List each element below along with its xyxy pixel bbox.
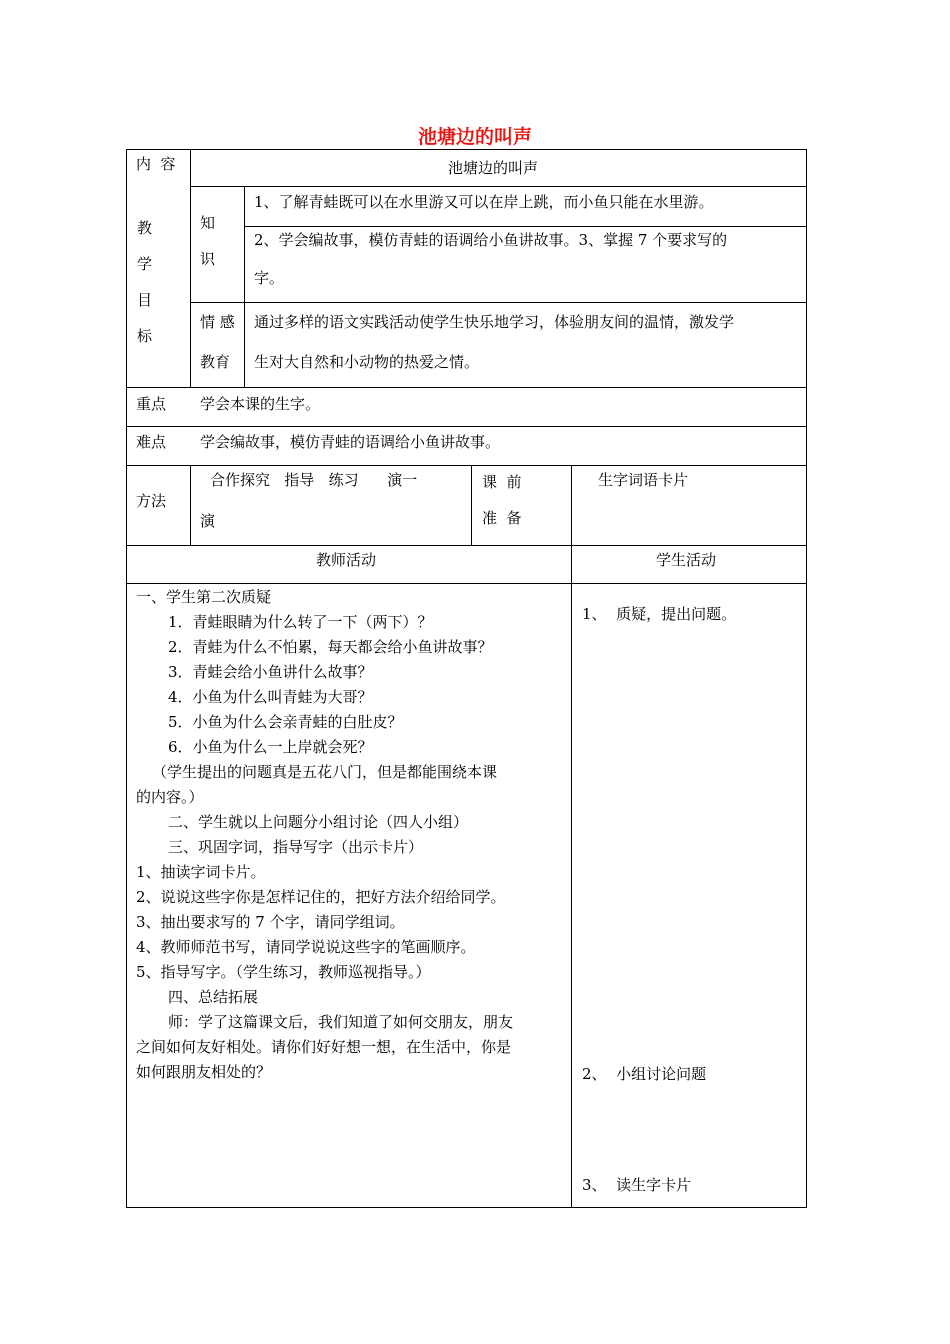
teacher-line: 3．青蛙会给小鱼讲什么故事？ — [168, 663, 373, 681]
table-rule — [244, 226, 807, 227]
teacher-line: 一、学生第二次质疑 — [136, 588, 272, 606]
difficulty-value: 学会编故事，模仿青蛙的语调给小鱼讲故事。 — [200, 433, 501, 451]
table-rule — [190, 186, 807, 187]
table-rule — [806, 149, 807, 1208]
difficulty-label: 难点 — [136, 433, 167, 451]
prep-value: 生字词语卡片 — [598, 471, 689, 489]
teacher-line: 6．小鱼为什么一上岸就会死？ — [168, 738, 373, 756]
knowledge-label-char: 知 — [200, 214, 216, 232]
teacher-line: 4、教师师范书写，请同学说说这些字的笔画顺序。 — [136, 938, 476, 956]
teacher-line: 5、指导写字。（学生练习，教师巡视指导。） — [136, 963, 431, 981]
method-label: 方法 — [136, 492, 167, 510]
knowledge-item-2-line-2: 字。 — [254, 269, 285, 287]
table-rule — [244, 186, 245, 387]
table-rule — [126, 545, 807, 546]
knowledge-label-char: 识 — [200, 250, 216, 268]
goals-label-char: 目 — [137, 291, 153, 309]
prep-label-line-2: 准 备 — [482, 509, 522, 527]
table-rule — [471, 465, 472, 545]
teacher-line: 4．小鱼为什么叫青蛙为大哥？ — [168, 688, 373, 706]
student-item: 2、 小组讨论问题 — [582, 1065, 707, 1083]
emotion-text-line-2: 生对大自然和小动物的热爱之情。 — [254, 353, 480, 371]
emotion-text-line-1: 通过多样的语文实践活动使学生快乐地学习，体验朋友间的温情，激发学 — [254, 313, 735, 331]
table-rule — [571, 465, 572, 1208]
page-title: 池塘边的叫声 — [417, 126, 532, 148]
student-item: 3、 读生字卡片 — [582, 1176, 692, 1194]
teacher-line: 5．小鱼为什么会亲青蛙的白肚皮？ — [168, 713, 403, 731]
student-item: 1、 质疑，提出问题。 — [582, 605, 737, 623]
teacher-line: 2．青蛙为什么不怕累，每天都会给小鱼讲故事？ — [168, 638, 493, 656]
student-activity-header: 学生活动 — [656, 551, 717, 569]
teacher-line: 二、学生就以上问题分小组讨论（四人小组） — [168, 813, 469, 831]
table-rule — [126, 387, 807, 388]
table-rule — [126, 1207, 807, 1208]
table-rule — [126, 149, 807, 150]
goals-label-char: 教 — [137, 219, 153, 237]
teacher-line: 1、抽读字词卡片。 — [136, 863, 266, 881]
content-label: 内 容 — [136, 155, 176, 173]
key-point-value: 学会本课的生字。 — [200, 395, 321, 413]
method-line-2: 演 — [200, 512, 216, 530]
table-rule — [126, 149, 127, 1208]
teacher-line: 1．青蛙眼睛为什么转了一下（两下）？ — [168, 613, 433, 631]
knowledge-item-1: 1、了解青蛙既可以在水里游又可以在岸上跳，而小鱼只能在水里游。 — [254, 193, 714, 211]
prep-label-line-1: 课 前 — [482, 473, 522, 491]
teacher-line: （学生提出的问题真是五花八门，但是都能围绕本课 — [152, 763, 498, 781]
table-rule — [190, 149, 191, 387]
table-rule — [190, 465, 191, 545]
emotion-label-line-2: 教育 — [200, 353, 231, 371]
key-point-label: 重点 — [136, 395, 167, 413]
teacher-line: 如何跟朋友相处的？ — [136, 1063, 272, 1081]
knowledge-item-2-line-1: 2、学会编故事，模仿青蛙的语调给小鱼讲故事。3、掌握 7 个要求写的 — [254, 231, 728, 249]
goals-label-char: 学 — [137, 255, 153, 273]
table-rule — [190, 302, 807, 303]
table-rule — [126, 583, 807, 584]
teacher-line: 3、抽出要求写的 7 个字，请同学组词。 — [136, 913, 405, 931]
teacher-line: 师：学了这篇课文后，我们知道了如何交朋友，朋友 — [168, 1013, 514, 1031]
emotion-label-line-1: 情 感 — [200, 313, 235, 331]
teacher-line: 之间如何友好相处。请你们好好想一想，在生活中，你是 — [136, 1038, 512, 1056]
teacher-line: 的内容。） — [136, 788, 204, 806]
goals-label-char: 标 — [137, 327, 153, 345]
teacher-line: 2、说说这些字你是怎样记住的，把好方法介绍给同学。 — [136, 888, 506, 906]
content-value: 池塘边的叫声 — [448, 159, 539, 177]
method-line-1: 合作探究 指导 练习 演一 — [210, 471, 418, 489]
table-rule — [126, 426, 807, 427]
teacher-line: 四、总结拓展 — [168, 988, 259, 1006]
teacher-line: 三、巩固字词，指导写字（出示卡片） — [168, 838, 424, 856]
teacher-activity-header: 教师活动 — [316, 551, 377, 569]
table-rule — [126, 465, 807, 466]
